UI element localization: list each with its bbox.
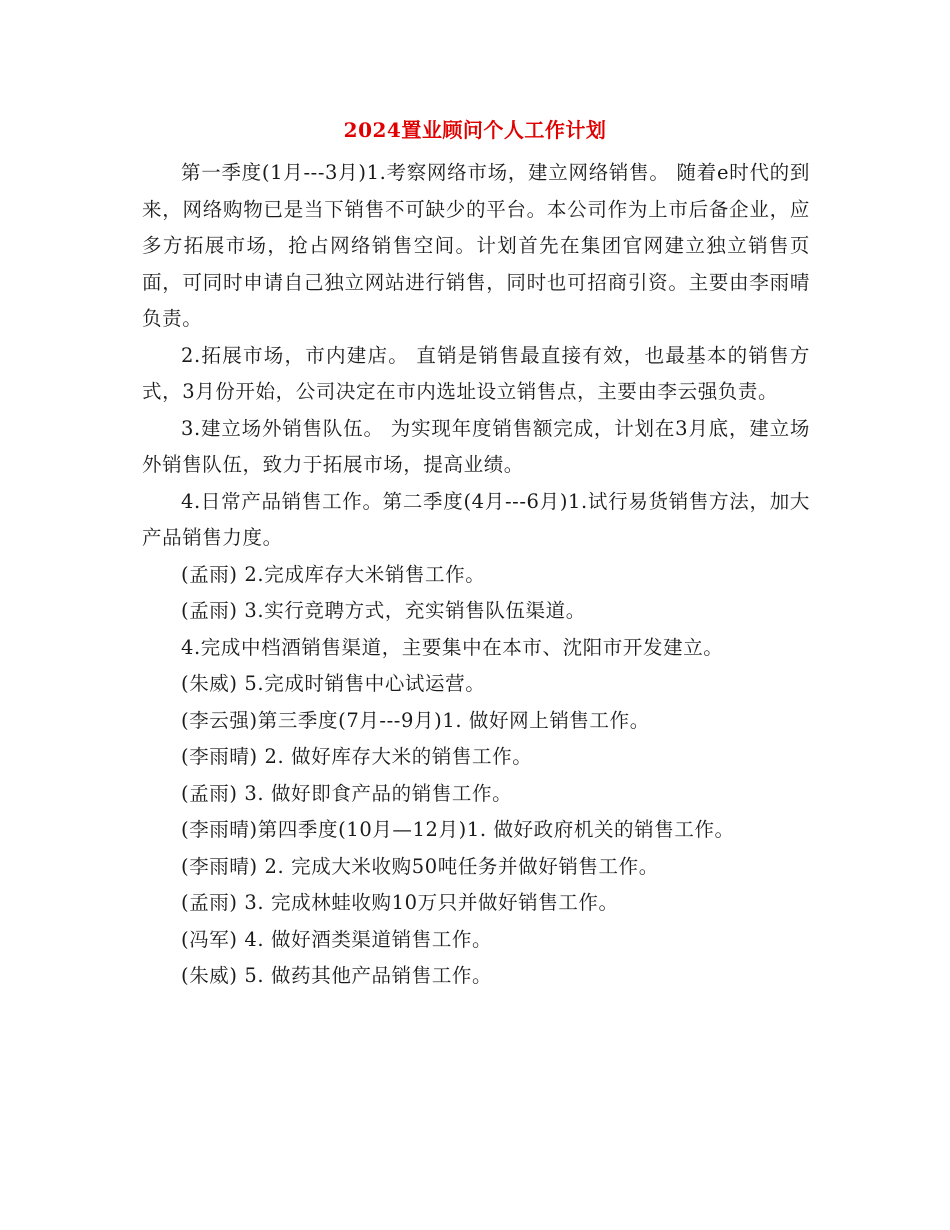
paragraph-q3-item2: (李雨晴) 2. 做好库存大米的销售工作。 bbox=[181, 745, 533, 768]
paragraph-q4-item4: (冯军) 4. 做好酒类渠道销售工作。 bbox=[181, 927, 493, 951]
paragraph-q2-item3: (孟雨) 3.实行竞聘方式，充实销售队伍渠道。 bbox=[181, 599, 586, 622]
document-title: 2024置业顾问个人工作计划 bbox=[343, 118, 607, 142]
paragraph-q3-item1: (李云强)第三季度(7月---9月)1. 做好网上销售工作。 bbox=[181, 708, 650, 732]
paragraph-q4-item2: (李雨晴) 2. 完成大米收购50吨任务并做好销售工作。 bbox=[181, 854, 659, 878]
paragraph-q2-item2: (孟雨) 2.完成库存大米销售工作。 bbox=[181, 562, 486, 586]
paragraph-q2-item4: 4.完成中档酒销售渠道，主要集中在本市、沈阳市开发建立。 bbox=[181, 635, 724, 659]
paragraph-q4-item5: (朱威) 5. 做药其他产品销售工作。 bbox=[181, 964, 493, 987]
document-body bbox=[142, 155, 810, 995]
paragraph-q1-item2: 2.拓展市场，市内建店。 直销是销售最直接有效，也最基本的销售方式，3月份开始，公司决定在市内选址设立销售点，主要由李云强负责。 bbox=[142, 343, 810, 403]
paragraph-q4-item3: (孟雨) 3. 完成林蛙收购10万只并做好销售工作。 bbox=[181, 891, 619, 914]
paragraph-q1-item4-q2-item1: 4.日常产品销售工作。第二季度(4月---6月)1.试行易货销售方法，加大产品销售力度。 bbox=[142, 489, 810, 549]
paragraph-q2-item5: (朱威) 5.完成时销售中心试运营。 bbox=[181, 672, 486, 695]
paragraph-q1-item1: 第一季度(1月---3月)1.考察网络市场，建立网络销售。 随着e时代的到来，网络购物已是当下销售不可缺少的平台。本公司作为上市后备企业，应多方拓展市场，抢占网络销售空间。计划首先在集团官网建立独立销售页面，可同时申请自己独立网站进行销售，同时也可招商引资。主要由李雨晴负责。 bbox=[142, 161, 810, 330]
paragraph-q1-item3: 3.建立场外销售队伍。 为实现年度销售额完成，计划在3月底，建立场外销售队伍，致力于拓展市场，提高业绩。 bbox=[142, 416, 810, 476]
paragraph-q3-item3: (孟雨) 3. 做好即食产品的销售工作。 bbox=[181, 781, 513, 805]
paragraph-q4-item1: (李雨晴)第四季度(10月—12月)1. 做好政府机关的销售工作。 bbox=[181, 818, 735, 841]
